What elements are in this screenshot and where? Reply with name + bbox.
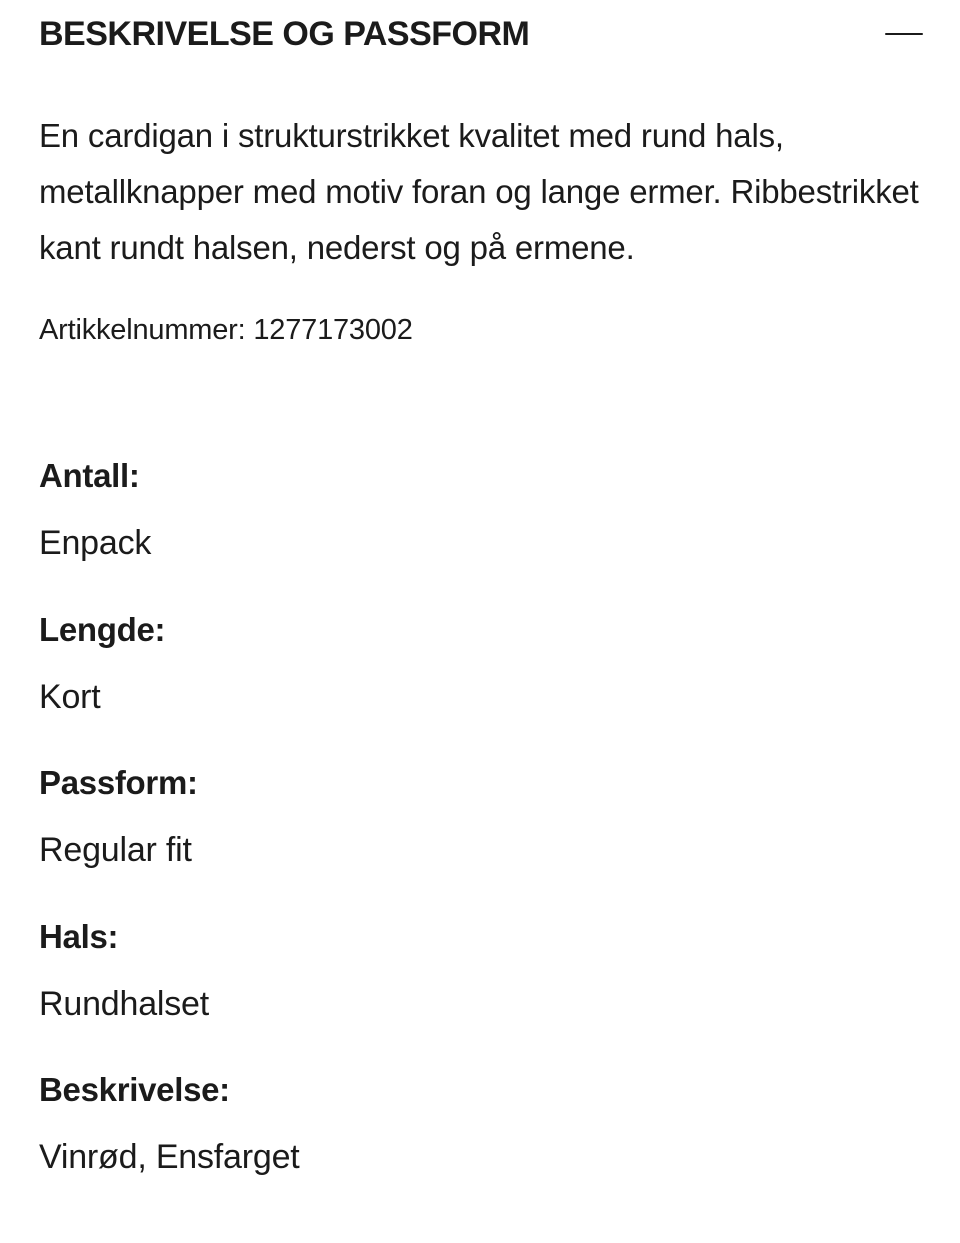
attribute-item (39, 608, 919, 762)
section-header[interactable] (39, 12, 923, 56)
attribute-label: Passform: (39, 764, 198, 801)
attribute-value: Vinrød, Ensfarget (39, 1138, 300, 1176)
attribute-value: Rundhalset (39, 984, 210, 1023)
article-number-label: Artikkelnummer: (39, 314, 246, 346)
attribute-item (39, 761, 919, 915)
collapse-toggle-button[interactable] (883, 14, 923, 54)
article-number-value: 1277173002 (253, 314, 413, 346)
attribute-value: Kort (39, 677, 101, 716)
attribute-value: Regular fit (39, 831, 192, 869)
attribute-label: Antall: (39, 457, 140, 494)
attribute-list (39, 454, 919, 1222)
article-number (39, 314, 413, 347)
attribute-label: Hals: (39, 917, 119, 955)
attribute-item (39, 915, 919, 1069)
attribute-item (39, 1068, 919, 1222)
minus-icon (885, 33, 923, 36)
attribute-label: Lengde: (39, 610, 166, 648)
attribute-value: Enpack (39, 524, 152, 562)
product-description: En cardigan i strukturstrikket kvalitet med rund hals, metallknapper med motiv foran og lange ermer. Ribbestrikket kant rundt halsen, nederst og på ermene. (39, 117, 919, 266)
section-title: BESKRIVELSE OG PASSFORM (39, 14, 530, 53)
attribute-label: Beskrivelse: (39, 1071, 230, 1108)
attribute-item (39, 454, 919, 608)
